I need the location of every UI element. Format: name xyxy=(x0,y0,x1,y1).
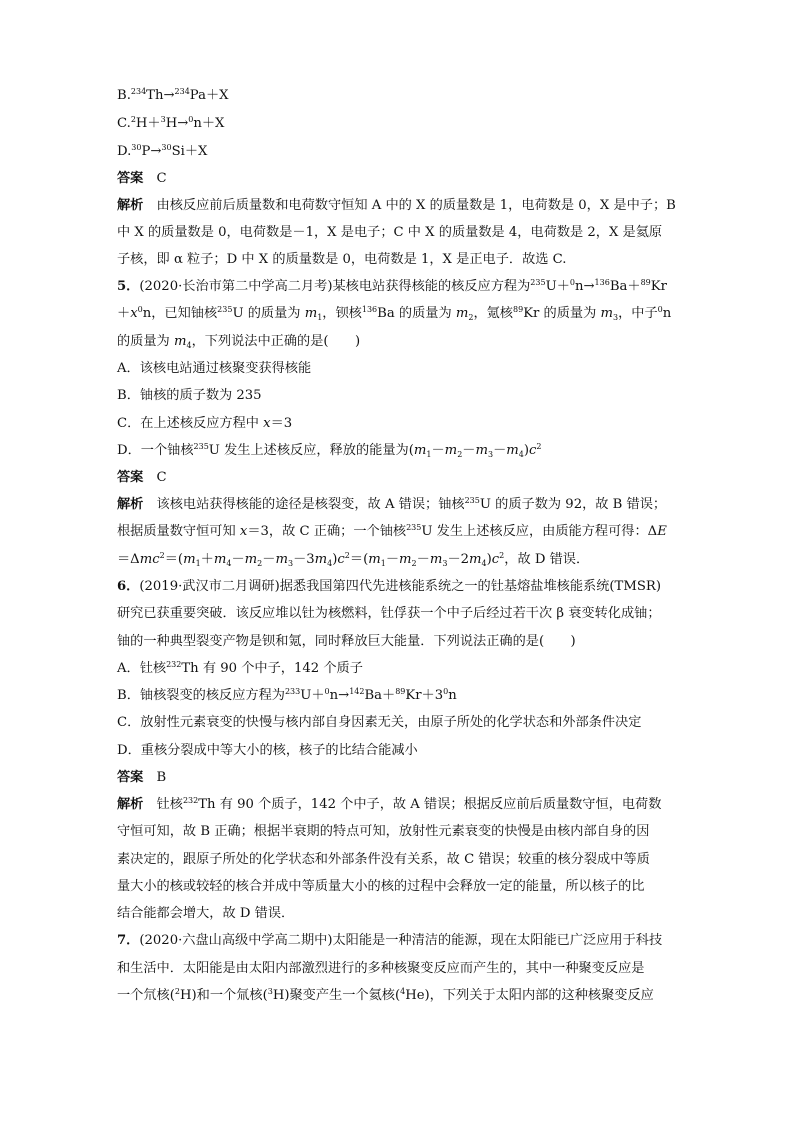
text-line: 素决定的，跟原子所处的化学状态和外部条件没有关系，故 C 错误；较重的核分裂成中等质 xyxy=(117,852,650,867)
text-line: B.$^{234}$Th→$^{234}$Pa＋X xyxy=(117,87,229,103)
text-line: 6．(2019·武汉市二月调研)据悉我国第四代先进核能系统之一的钍基熔盐堆核能系统(TMSR) xyxy=(117,579,661,594)
text-line: 和生活中．太阳能是由太阳内部激烈进行的多种核聚变反应而产生的，其中一种聚变反应是 xyxy=(117,961,645,976)
text-line: 5．(2020·长治市第二中学高二月考)某核电站获得核能的核反应方程为$^{235}$U＋$^0$n→$^{136}$Ba＋$^{89}$Kr xyxy=(117,278,667,294)
text-line: C.$^2$H＋$^3$H→$^0$n＋X xyxy=(117,115,225,131)
text-line: D．一个铀核$^{235}$U 发生上述核反应，释放的能量为$(m_1-m_2-m_3-m_4)c^2$ xyxy=(117,442,542,459)
text-line: 结合能都会增大，故 D 错误． xyxy=(117,906,295,921)
text-line: 一个氘核($^2$H)和一个氚核($^3$H)聚变产生一个氦核($^4$He)，下列关于太阳内部的这种核聚变反应 xyxy=(117,987,654,1003)
text-line: A．该核电站通过核聚变获得核能 xyxy=(117,361,312,376)
text-line: D.$^{30}$P→$^{30}$Si＋X xyxy=(117,143,208,159)
text-line: C．放射性元素衰变的快慢与核内部自身因素无关，由原子所处的化学状态和外部条件决定 xyxy=(117,715,642,730)
text-line: 的质量为 $m_4$，下列说法中正确的是( ) xyxy=(117,334,361,350)
text-line: 7．(2020·六盘山高级中学高二期中)太阳能是一种清洁的能源，现在太阳能已广泛应用于科技 xyxy=(117,933,663,948)
text-line: A．钍核$^{232}$Th 有 90 个中子，142 个质子 xyxy=(117,660,363,676)
text-line: 解析 该核电站获得核能的途径是核裂变，故 A 错误；铀核$^{235}$U 的质子数为 92，故 B 错误； xyxy=(117,496,667,512)
text-line: 中 X 的质量数是 0，电荷数是－1，X 是电子；C 中 X 的质量数是 4，电荷数是 2，X 是氦原 xyxy=(117,225,663,240)
text-line: B．铀核的质子数为 235 xyxy=(117,388,262,403)
text-line: 子核，即 α 粒子；D 中 X 的质量数是 0，电荷数是 1，X 是正电子．故选 C. xyxy=(117,252,567,267)
text-line: 解析 由核反应前后质量数和电荷数守恒知 A 中的 X 的质量数是 1，电荷数是 0，X 是中子；B xyxy=(117,198,676,213)
text-line: 答案 B xyxy=(117,770,167,785)
text-line: 量大小的核或较轻的核合并成中等质量大小的核的过程中会释放一定的能量，所以核子的比 xyxy=(117,879,645,894)
text-line: 守恒可知，故 B 正确；根据半衰期的特点可知，放射性元素衰变的快慢是由核内部自身的因 xyxy=(117,824,650,839)
text-line: D．重核分裂成中等大小的核，核子的比结合能减小 xyxy=(117,743,418,758)
text-line: 研究已获重要突破．该反应堆以钍为核燃料，钍俘获一个中子后经过若干次 β 衰变转化成铀； xyxy=(117,606,661,621)
text-line: $+x^0n$，已知铀核$^{235}$U 的质量为 $m_1$，钡核$^{136}$Ba 的质量为 $m_2$，氪核$^{89}$Kr 的质量为 $m_3$，中子$^0$n xyxy=(117,305,672,322)
text-line: 根据质量数守恒可知 x＝3，故 C 正确；一个铀核$^{235}$U 发生上述核反应，由质能方程可得：ΔE xyxy=(117,523,667,539)
text-line: B．铀核裂变的核反应方程为$^{233}U+^0n\to^{142}Ba+^{89}Kr+3^0n$ xyxy=(117,687,457,703)
text-line: 答案 C xyxy=(117,470,167,485)
text-line: C．在上述核反应方程中 x＝3 xyxy=(117,416,293,431)
text-line: $=\Delta mc^2=(m_1+m_4-m_2-m_3-3m_4)c^2=(m_1-m_2-m_3-2m_4)c^2$，故 D 错误． xyxy=(117,551,590,568)
text-line: 解析 钍核$^{232}$Th 有 90 个质子，142 个中子，故 A 错误；根据反应前后质量数守恒，电荷数 xyxy=(117,796,662,812)
text-line: 铀的一种典型裂变产物是钡和氪，同时释放巨大能量．下列说法正确的是( ) xyxy=(117,634,576,649)
text-line: 答案 C xyxy=(117,171,167,186)
